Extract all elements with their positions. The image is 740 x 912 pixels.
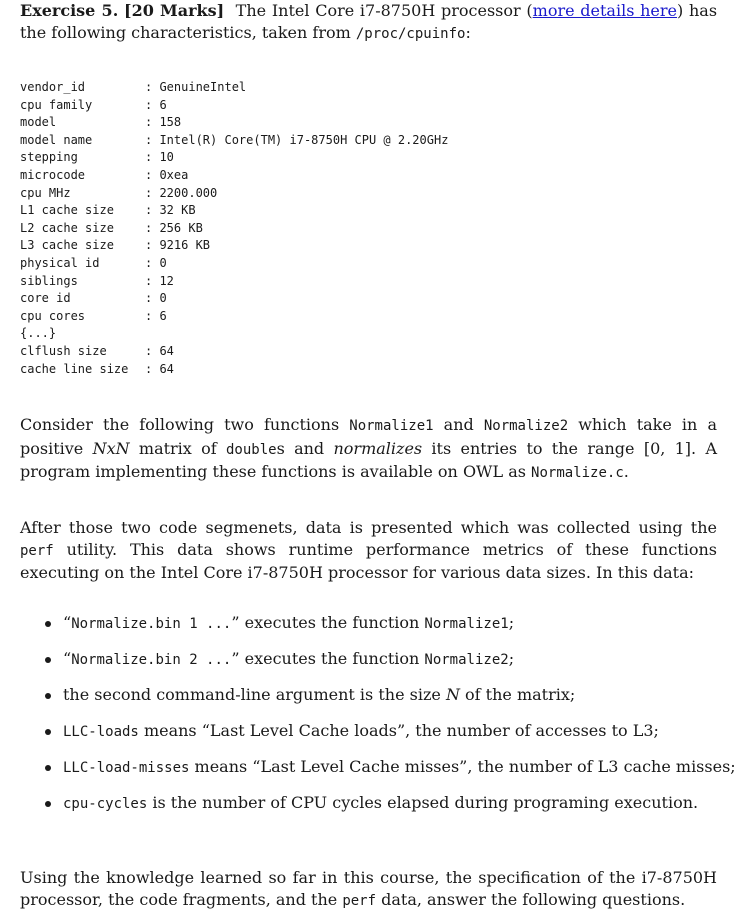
cpuinfo-value: : 64 [145,361,174,376]
bullet-dot-icon [45,801,51,807]
cpuinfo-key: physical id [20,255,100,270]
cpuinfo-key: cpu MHz [20,185,71,200]
normalize1-code: Normalize1 [349,418,434,434]
functions-text-7: . [623,462,629,481]
bullet-fn-code: Normalize1 [424,616,509,632]
functions-text-3: which take in a positive [20,415,717,458]
cpuinfo-row [20,220,448,238]
list-item [20,791,717,827]
cpuinfo-key: model [20,115,57,130]
cpuinfo-value: : 256 KB [145,220,203,235]
bullet-dot-icon [45,729,51,735]
cpuinfo-value: : 2200.000 [145,185,218,200]
bullet-dot-icon [45,765,51,771]
normalize-c-file: Normalize.c [531,465,624,481]
cpuinfo-key: clflush size [20,343,107,358]
bullet-text: is the number of CPU cycles elapsed during programing execution. [147,793,699,812]
functions-text-2: and [433,415,484,434]
functions-text-4: matrix of [129,438,226,458]
cpuinfo-key: core id [20,291,71,306]
functions-paragraph [20,414,717,485]
list-item [20,683,717,719]
intro-text-post: : [465,22,471,42]
final-paragraph [20,867,717,912]
cpuinfo-value: : 0 [145,255,167,270]
bullet-text: of the matrix; [459,685,576,704]
bullet-code: LLC-loads [63,724,139,740]
cpuinfo-value: : 12 [145,273,174,288]
cpuinfo-row [20,79,448,97]
perf-text-1: After those two code segmenets, data is presented which was collected using the [20,518,717,537]
cpuinfo-key: siblings [20,273,78,288]
bullet-text: means “Last Level Cache misses”, the number of L3 cache misses; [189,757,736,776]
bullet-text: executes the function [239,649,425,668]
cpuinfo-key: cpu cores [20,308,86,323]
cpuinfo-value: : 158 [145,115,182,130]
more-details-link[interactable]: more details here [532,1,678,20]
bullet-code: cpu-cycles [63,796,148,812]
proc-cpuinfo-path: /proc/cpuinfo [355,25,466,42]
cpuinfo-key: vendor_id [20,80,86,94]
bullet-code: Normalize.bin 2 ... [71,652,232,668]
cpuinfo-value: : 10 [145,150,174,165]
bullet-dot-icon [45,621,51,627]
cpuinfo-listing [20,79,448,378]
normalize2-code: Normalize2 [483,418,569,434]
cpuinfo-value: : 6 [145,97,167,112]
cpuinfo-key: L1 cache size [20,203,114,218]
functions-text-6: its entries to the range [0, 1]. A program implementing these functions is available on OWL as [20,438,717,481]
cpuinfo-row [20,290,448,308]
cpuinfo-row [20,255,448,273]
cpuinfo-row [20,149,448,167]
nxn-math: NxN [92,438,130,458]
bullet-dot-icon [45,693,51,699]
cpuinfo-row [20,114,448,132]
cpuinfo-row [20,361,448,379]
cpuinfo-row [20,97,448,115]
intro-text-mid: ) has the following characteristics, taken from [20,1,718,42]
exercise-title: Exercise 5. [20,1,119,20]
cpuinfo-row [20,325,448,343]
exercise-marks: [20 Marks] [124,1,225,20]
cpuinfo-row [20,185,448,203]
cpuinfo-value: : 0 [145,291,167,306]
cpuinfo-value: : 32 KB [145,203,196,218]
double-code: double [226,441,277,458]
list-item [20,719,717,755]
cpuinfo-value: : GenuineIntel [145,80,247,94]
final-text-2: data, answer the following questions. [376,889,686,909]
cpuinfo-key: cache line size [20,361,129,376]
cpuinfo-row [20,308,448,326]
bullet-text: executes the function [239,613,425,632]
bullet-code: LLC-load-misses [63,760,190,776]
bullet-dot-icon [45,657,51,663]
cpuinfo-value: : 64 [145,343,174,358]
cpuinfo-key: microcode [20,167,86,182]
perf-code-final: perf [342,892,377,909]
bullet-fn-code: Normalize2 [424,652,509,668]
functions-text-5: s and [276,438,334,458]
perf-text-2: utility. This data shows runtime performance metrics of these functions executing on the Intel Core i7-8750H processor for various data sizes. In this data: [20,539,717,582]
intro-text-pre: The Intel Core i7-8750H processor ( [235,1,533,20]
perf-code: perf [20,542,54,559]
cpuinfo-row [20,167,448,185]
normalizes-emphasis: normalizes [333,438,423,458]
cpuinfo-key: model name [20,132,93,147]
cpuinfo-value: : 9216 KB [145,238,211,253]
cpuinfo-row [20,237,448,255]
perf-legend-list [20,611,736,827]
cpuinfo-row [20,132,448,150]
bullet-math-n: N [445,685,460,704]
functions-text-1: Consider the following two functions [20,415,350,434]
cpuinfo-key: {...} [20,326,57,341]
cpuinfo-value: : 6 [145,308,167,323]
perf-paragraph [20,517,717,584]
bullet-text: the second command-line argument is the size [63,685,446,704]
exercise-intro [20,0,717,45]
list-item: “Normalize.bin 1 ...” executes the function Normalize1; [20,611,717,647]
bullet-code: Normalize.bin 1 ... [71,616,232,632]
cpuinfo-key: stepping [20,150,78,165]
bullet-text: means “Last Level Cache loads”, the number of accesses to L3; [138,721,659,740]
cpuinfo-key: L3 cache size [20,238,114,253]
cpuinfo-key: cpu family [20,97,93,112]
cpuinfo-value: : 0xea [145,167,189,182]
cpuinfo-row [20,202,448,220]
final-text-1: Using the knowledge learned so far in this course, the specification of the i7-8750H processor, the code fragments, and the [20,868,717,909]
cpuinfo-key: L2 cache size [20,220,114,235]
cpuinfo-row [20,273,448,291]
list-item [20,755,736,791]
cpuinfo-value: : Intel(R) Core(TM) i7-8750H CPU @ 2.20GHz [145,132,449,147]
list-item: “Normalize.bin 2 ...” executes the function Normalize2; [20,647,717,683]
cpuinfo-row [20,343,448,361]
